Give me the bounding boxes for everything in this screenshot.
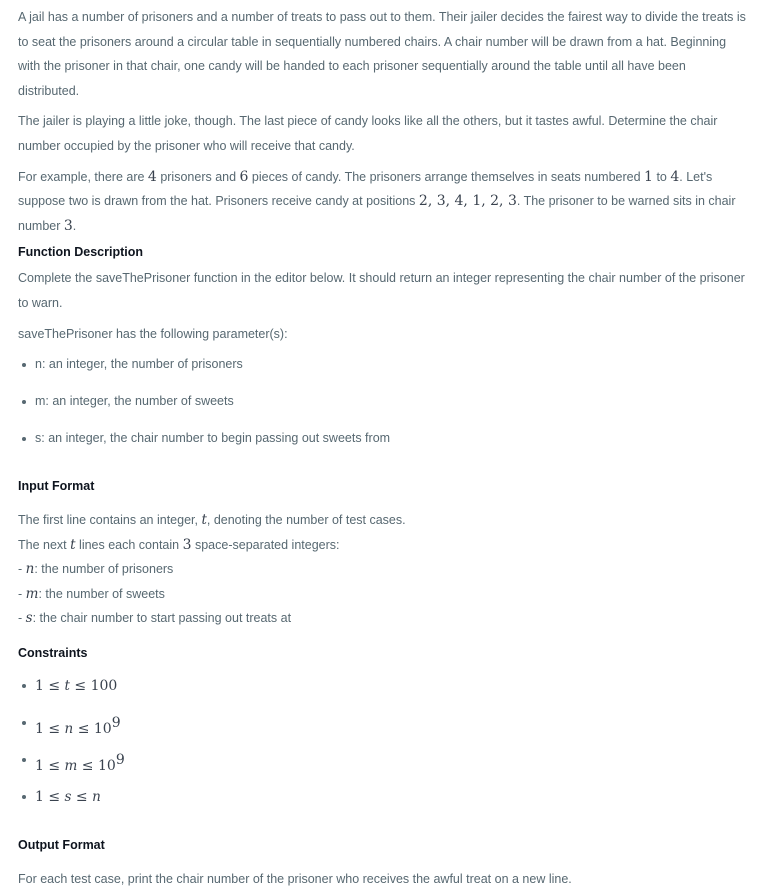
list-item: n: an integer, the number of prisoners xyxy=(18,346,750,383)
function-description-heading: Function Description xyxy=(18,245,143,260)
input-line-1: The first line contains an integer, t, denoting the number of test cases. xyxy=(18,512,406,529)
input-format-heading: Input Format xyxy=(18,479,95,494)
input-format-body xyxy=(18,508,750,631)
list-item: 1 ≤ t ≤ 100 xyxy=(18,668,750,705)
list-item: $1 \le n \le 10^9$ xyxy=(18,705,750,742)
input-line-2: The next t lines each contain 3 space-separated integers: xyxy=(18,536,340,553)
input-item: - n: the number of prisoners xyxy=(18,561,174,578)
output-format-heading: Output Format xyxy=(18,837,105,852)
list-item: s: an integer, the chair number to begin passing out sweets from xyxy=(18,420,750,457)
constraints-list xyxy=(18,668,750,816)
params-intro: saveThePrisoner has the following parameter(s): xyxy=(18,326,288,341)
input-item: - s: the chair number to start passing out treats at xyxy=(18,610,292,627)
input-item: - m: the number of sweets xyxy=(18,585,165,602)
constraints-heading: Constraints xyxy=(18,645,88,660)
example-paragraph: For example, there are 4 prisoners and 6 pieces of candy. The prisoners arrange themselves in seats numbered 1 to 4. Let's suppose two is drawn from the hat. Prisoners receive candy at positions 2, 3, 4, 1, 2, 3. The prisoner to be warned sits in chair number 3. xyxy=(18,168,736,234)
output-format-text: For each test case, print the chair number of the prisoner who receives the awful treat on a new line. xyxy=(18,871,572,886)
intro-paragraph: A jail has a number of prisoners and a number of treats to pass out to them. Their jailer decides the fairest way to divide the treats is to seat the prisoners around a circular table in sequentially numbered chairs. A chair number will be drawn from a hat. Beginning with the prisoner in that chair, one candy will be handed to each prisoner sequentially around the table until all have been distributed. xyxy=(18,10,746,98)
function-description-text: Complete the saveThePrisoner function in the editor below. It should return an integer representing the chair number of the prisoner to warn. xyxy=(18,271,745,310)
parameter-list xyxy=(18,346,750,457)
joke-paragraph: The jailer is playing a little joke, though. The last piece of candy looks like all the others, but it tastes awful. Determine the chair number occupied by the prisoner who will receive that candy. xyxy=(18,114,718,153)
list-item: $1 \le m \le 10^9$ xyxy=(18,742,750,779)
list-item: m: an integer, the number of sweets xyxy=(18,383,750,420)
list-item: 1 ≤ s ≤ n xyxy=(18,779,750,816)
